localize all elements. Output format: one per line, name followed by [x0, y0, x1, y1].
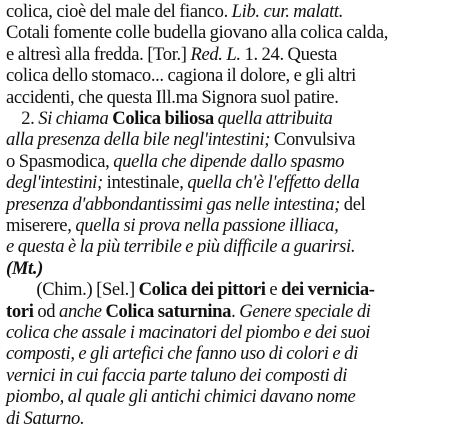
text-segment: anche	[59, 300, 102, 322]
text-segment: 2.	[6, 108, 39, 129]
text-segment: miserere,	[6, 215, 76, 236]
text-segment: o Spasmodica,	[6, 150, 114, 172]
text-segment: e altresì alla fredda. [Tor.]	[6, 43, 191, 65]
text-line	[6, 65, 356, 86]
text-line	[6, 343, 358, 364]
text-segment: composti, e gli artefici che fanno uso di colori e di	[6, 343, 358, 365]
text-segment: quella ch'è l'effetto della	[187, 172, 360, 194]
text-line	[6, 301, 371, 322]
text-segment: (Chim.) [Sel.]	[6, 279, 139, 301]
text-segment: tori	[6, 300, 34, 322]
text-line	[6, 194, 365, 215]
text-segment: vernici in cui faccia parte taluno dei composti di	[6, 364, 348, 386]
text-segment: di Saturno.	[6, 407, 85, 429]
text-segment: e questa è la più terribile e più difficile a guarirsi.	[6, 236, 356, 258]
text-line	[6, 1, 343, 22]
text-line	[6, 151, 344, 172]
text-segment: piombo, al quale gli antichi chimici davano nome	[6, 386, 356, 408]
text-segment: quella che dipende dallo spasmo	[113, 150, 345, 172]
text-segment: del	[339, 193, 366, 215]
text-line	[6, 172, 359, 193]
text-line	[6, 365, 347, 386]
text-segment: Si chiama	[38, 108, 113, 129]
text-segment: colica dello stomaco... cagiona il dolore, e gli altri	[6, 65, 356, 87]
text-segment: Cotali fomente colle budella giovano alla colica calda,	[6, 22, 389, 44]
text-segment: Red. L.	[190, 43, 241, 65]
text-segment: .	[231, 300, 240, 322]
text-segment: Colica saturnina	[101, 300, 232, 322]
text-segment: quella si prova nella passione illiaca,	[75, 215, 339, 236]
text-line	[6, 44, 337, 65]
text-segment: (Mt.)	[6, 257, 43, 279]
text-segment: colica che assale i macinatori del piombo e dei suoi	[6, 322, 371, 343]
text-segment: Genere speciale di	[239, 300, 371, 322]
text-segment: Convulsiva	[270, 129, 356, 151]
text-segment: quella attribuita	[213, 108, 333, 129]
text-segment: Lib. cur. malatt.	[231, 1, 344, 22]
text-line	[6, 129, 355, 150]
text-line	[6, 258, 43, 279]
text-line	[6, 236, 355, 257]
text-line	[6, 87, 339, 108]
text-segment: e	[265, 279, 282, 301]
text-line	[6, 408, 84, 429]
text-segment: degl'intestini;	[6, 172, 103, 194]
text-line	[6, 322, 370, 343]
text-segment: Colica dei pittori	[138, 279, 266, 301]
text-segment: accidenti, che questa Ill.ma Signora suol patire.	[6, 86, 339, 108]
text-line	[6, 215, 338, 236]
text-segment: alla presenza della bile negl'intestini;	[6, 129, 271, 151]
text-segment: colica, cioè del male del fianco.	[6, 1, 232, 22]
text-segment: intestinale,	[102, 172, 188, 194]
text-segment: od	[33, 300, 60, 322]
text-segment: Colica biliosa	[112, 108, 214, 129]
text-segment: presenza d'abbondantissimi gas nelle intestina;	[6, 193, 340, 215]
text-segment: dei vernicia-	[281, 279, 375, 301]
text-segment: 1. 24. Questa	[240, 43, 338, 65]
text-line	[6, 22, 388, 43]
text-line	[6, 386, 355, 407]
text-line	[6, 108, 333, 129]
text-line	[6, 279, 375, 300]
